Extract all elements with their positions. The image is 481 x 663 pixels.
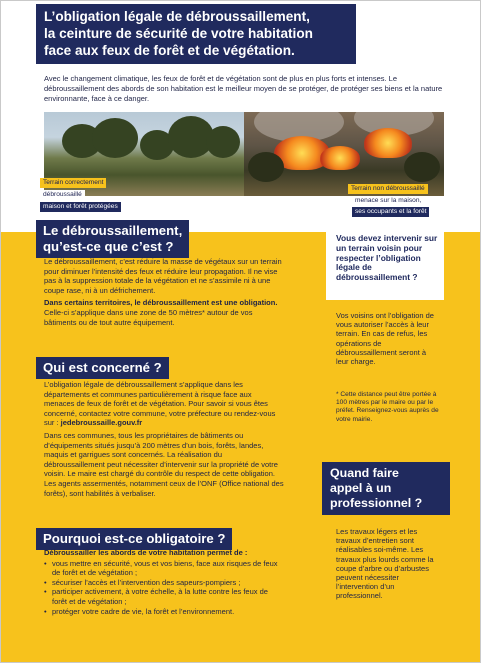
professional-text: Les travaux légers et les travaux d’entretien sont réalisables soi-même. Les travaux plus lourds comme la coupe d’arbre ou d’arbustes peuvent nécessiter l’intervention d’un professionnel.	[336, 527, 434, 601]
uncleared-label-1: Terrain non débroussaillé	[348, 184, 428, 194]
uncleared-label-2: menace sur la maison,	[352, 196, 424, 206]
section2-body	[44, 380, 284, 501]
professional-title-line-1: Quand faire	[330, 466, 399, 480]
professional-title-line-3: professionnel ?	[330, 496, 423, 510]
section-title-what-is-it	[36, 220, 189, 258]
professional-title	[322, 462, 450, 515]
section1-title-line-1: Le débroussaillement,	[43, 223, 183, 238]
title-line-1: L’obligation légale de débroussaillement,	[44, 9, 310, 24]
section1-obligation-highlight: Dans certains territoires, le débroussaillement est une obligation.	[44, 298, 278, 308]
intro-paragraph: Avec le changement climatique, les feux de forêt et de végétation sont de plus en plus forts et intenses. Le débroussaillement des abords de son habitation est le meilleur moyen de se protéger, de protéger ses biens et la nature environnante, face à ce danger.	[44, 74, 443, 103]
page-title	[36, 4, 356, 64]
cleared-label-2: débroussaillé	[40, 190, 85, 200]
section-title-why-mandatory	[36, 528, 232, 550]
professional-title-line-2: appel à un	[330, 481, 392, 495]
list-item: • participer activement, à votre échelle, à la lutte contre les feux de forêt et de végétation ;	[44, 587, 284, 606]
section2-paragraph-1	[44, 380, 284, 428]
section1-paragraph-2	[44, 298, 284, 308]
jedebroussaille-link[interactable]: jedebroussaille.gouv.fr	[60, 418, 143, 428]
list-item: • vous mettre en sécurité, vous et vos biens, face aux risques de feux de forêt et de végétation ;	[44, 559, 284, 578]
benefits-list	[44, 559, 284, 617]
distance-footnote: * Cette distance peut être portée à 100 mètres par le maire ou par le préfet. Renseignez-vous auprès de votre mairie.	[336, 391, 439, 423]
list-item: • sécuriser l’accès et l’intervention des sapeurs-pompiers ;	[44, 578, 284, 588]
cleared-label-1: Terrain correctement	[40, 178, 106, 188]
uncleared-label-3: ses occupants et la forêt	[352, 207, 429, 217]
section3-title-text: Pourquoi est-ce obligatoire ?	[43, 531, 226, 546]
title-line-2: la ceinture de sécurité de votre habitation	[44, 26, 313, 41]
neighbor-question-box: Vous devez intervenir sur un terrain voisin pour respecter l’obligation légale de débroussaillement ?	[326, 228, 444, 300]
section3-body	[44, 548, 284, 616]
section2-title-text: Qui est concerné ?	[43, 360, 162, 375]
section1-body	[44, 257, 284, 330]
list-item: • protéger votre cadre de vie, la forêt et l’environnement.	[44, 607, 284, 617]
section3-lead: Débroussailler les abords de votre habitation permet de :	[44, 548, 248, 557]
section2-paragraph-2: Dans ces communes, tous les propriétaires de bâtiments ou d’équipements situés jusqu’à 200 mètres d’un bois, forêts, landes, maquis et garrigues sont concernés. La réalisation du débroussaillement peut nécessiter d’intervenir sur la propriété de votre voisin. Le maire est chargé du contrôle du respect de cette obligation. Les agents assermentés, notamment ceux de l’ONF (Office national des forêts), sont habilités à verbaliser.	[44, 430, 284, 498]
cleared-label-3: maison et forêt protégées	[40, 202, 121, 212]
section1-paragraph-3: Celle-ci s’applique dans une zone de 50 mètres* autour de vos bâtiments ou de tout autre équipement.	[44, 307, 253, 327]
section2-paragraph-1-text: L’obligation légale de débroussaillement s’applique dans les départements et communes particulièrement à risque face aux menaces de feux de forêt et de végétation. Pour savoir si vous êtes concerné, contactez votre commune, votre préfecture ou rendez-vous sur :	[44, 380, 276, 428]
section1-title-line-2: qu’est-ce que c’est ?	[43, 239, 174, 254]
title-line-3: face aux feux de forêt et de végétation.	[44, 43, 295, 58]
neighbor-answer-text: Vos voisins ont l’obligation de vous autoriser l’accès à leur terrain. En cas de refus, les opérations de débroussaillement seront à leur charge.	[336, 311, 434, 367]
section-title-who	[36, 357, 169, 379]
section1-paragraph-1: Le débroussaillement, c’est réduire la masse de végétaux sur un terrain pour diminuer l’intensité des feux et réduire leur propagation. Il ne vise pas à la suppression totale de la végétation et ne s’assimile ni à une coupe rase, ni à un défrichement.	[44, 257, 282, 295]
